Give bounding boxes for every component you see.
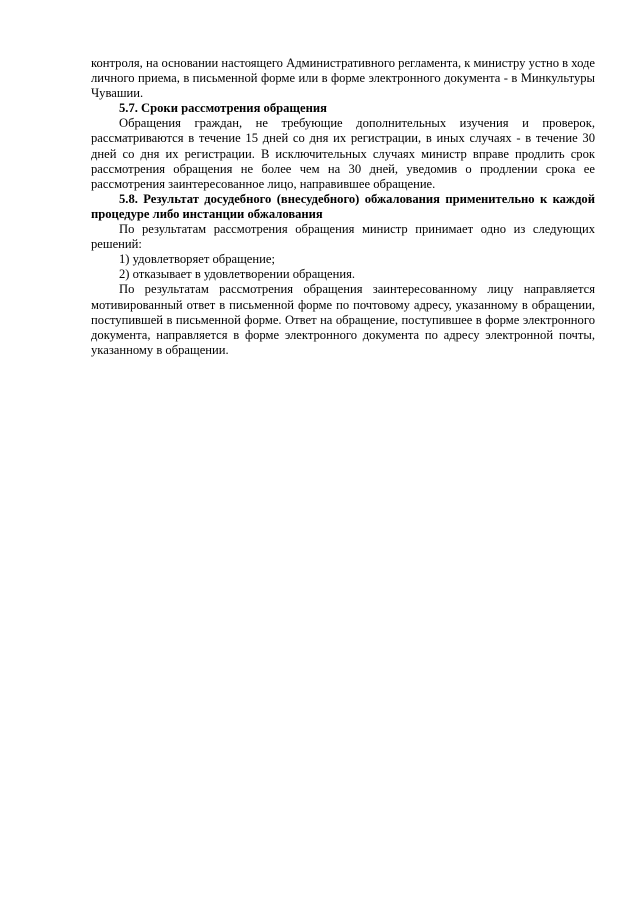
list-item-satisfies: 1) удовлетворяет обращение; xyxy=(119,252,275,267)
paragraph-review-terms: Обращения граждан, не требующие дополнительных изучения и проверок, рассматриваются в течение 15 дней со дня их регистрации, в иных случаях - в течение 30 дней со дня их регистрации. В исключительных случаях министр вправе продлить срок рассмотрения обращения не более чем на 30 дней, уведомив о продлении срока ее рассмотрения заинтересованное лицо, направившее обращение. xyxy=(91,116,595,191)
paragraph-response: По результатам рассмотрения обращения заинтересованному лицу направляется мотивированный ответ в письменной форме по почтовому адресу, указанному в обращении, поступившей в письменной форме. Ответ на обращение, поступившее в форме электронного документа, направляется в форме электронного документа по адресу электронной почты, указанному в обращении. xyxy=(91,282,595,357)
paragraph-continuation: контроля, на основании настоящего Административного регламента, к министру устно в ходе личного приема, в письменной форме или в форме электронного документа - в Минкультуры Чувашии. xyxy=(91,56,595,101)
paragraph-decision-intro: По результатам рассмотрения обращения министр принимает одно из следующих решений: xyxy=(91,222,595,252)
section-heading-5-8: 5.8. Результат досудебного (внесудебного) обжалования применительно к каждой процедуре либо инстанции обжалования xyxy=(91,191,595,221)
section-heading-5-7: 5.7. Сроки рассмотрения обращения xyxy=(119,101,327,116)
document-body xyxy=(91,56,595,358)
list-item-refuses: 2) отказывает в удовлетворении обращения. xyxy=(119,267,356,282)
